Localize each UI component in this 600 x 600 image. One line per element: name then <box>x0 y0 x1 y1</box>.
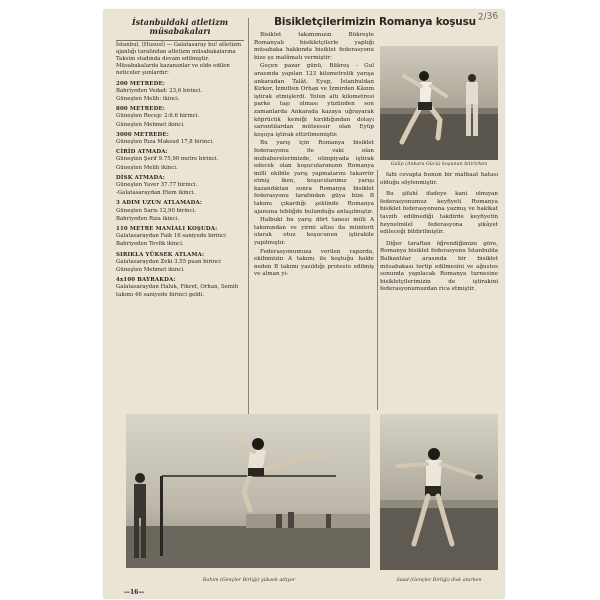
cycling-article-column-1 <box>254 32 374 280</box>
event-block <box>116 106 244 129</box>
column-rule <box>248 18 249 420</box>
event-block <box>116 149 244 172</box>
athletics-article <box>116 18 244 300</box>
event-result: Güneşten Mehmet ikinci. <box>116 267 185 274</box>
event-results-list <box>116 81 244 299</box>
event-block <box>116 200 244 223</box>
event-result: Galatasaraydan Zeki 3.55 puan birinci <box>116 258 221 265</box>
event-result: Güneşten Şerif 9.75,90 metre birinci. <box>116 156 219 163</box>
runner-photo <box>380 46 498 160</box>
event-result: Güneşten Melih ikinci. <box>116 164 178 171</box>
handwritten-note: 2/36 <box>477 11 499 23</box>
event-name: 800 METREDE: <box>116 106 165 113</box>
event-block <box>116 81 244 104</box>
event-result: Galatasaraydan Haluk, Fikret, Orhan, Semih takımı 46 saniyede birinci geldi. <box>116 284 239 298</box>
event-name: 200 METREDE: <box>116 80 165 87</box>
event-result: Güneşten Mehmet ikinci. <box>116 121 185 128</box>
article-paragraph: fahi cevapta bunun bir matbaat hatası olduğu söylenmiştir. <box>380 172 498 186</box>
event-name: 3 ADIM UZUN ATLAMADA: <box>116 200 203 207</box>
runner-illustration <box>380 46 498 160</box>
event-block <box>116 132 244 146</box>
event-name: 3000 METREDE: <box>116 131 169 138</box>
event-result: Bahriyeden Rıza ikinci. <box>116 215 180 222</box>
event-name: 110 METRE MANİALI KOŞUDA: <box>116 226 218 233</box>
high-jump-caption: Rahim (Gençler Birliği) yüksek atlıyor <box>202 578 296 583</box>
discus-photo <box>380 414 498 570</box>
page-number: —16— <box>124 589 145 596</box>
event-name: 4x100 BAYRAKDA: <box>116 277 176 284</box>
event-name: SIRIKLA YÜKSEK ATLAMA: <box>116 251 205 258</box>
event-result: Güneşten Melih: ikinci. <box>116 96 180 103</box>
event-name: DİSK ATMADA: <box>116 174 165 181</box>
article-paragraph: Bu şifahî ifadeye kani olmıyan federasyonumuz keyfiyeti Romanya bisiklet federasyonuna yazmış ve hakikat tavzih edilmediği takdirde keyfiyetin beynelmilel federasyona şikâyet edileceği bildirilmiştir. <box>380 191 498 236</box>
runner-photo-caption: Galip (Ankara Gücü) koşunun bitirirken <box>390 162 488 167</box>
event-block <box>116 226 244 249</box>
event-result: Bahriyeden Tevfik ikinci. <box>116 241 184 248</box>
article-paragraph: Bu yarış için Romanya bisiklet federasyonu ile vaki olan muhaberelerimizde, olimpiyada iştirak edecek olan koşucularımızın Romanya milli ekibile yarış yapmalarını takarrür etmiş iken, koşucularımız yarışı kazandıktan sonra Romanya bisiklet federasyonu tarafından güya bize B takımı çıkardığı şeklinde Romanya ajansına tebliğde bulunduğu anlaşılmıştır. <box>254 140 374 215</box>
discus-illustration <box>380 414 498 570</box>
event-result: Bahriyeden Vedad: 23,6 birinci. <box>116 87 203 94</box>
article-paragraph: Halbuki bu yarış dört tanesi milli A takımından ve yirmi altısı da münferit olarak otuz koşucunun iştirakile yapılmıştır. <box>254 217 374 247</box>
event-block <box>116 175 244 198</box>
event-result: Galatasaraydan Faik 16 saniyede birinci <box>116 233 226 240</box>
high-jump-illustration <box>126 414 370 568</box>
event-name: CİRİD ATMADA: <box>116 149 168 156</box>
title-divider <box>116 40 244 41</box>
event-block <box>116 252 244 275</box>
high-jump-photo <box>126 414 370 568</box>
athletics-article-title: İstanbuldaki atletizm müsabakaları <box>131 17 229 36</box>
cycling-article-title: Bisikletçilerimizin Romanya koşusu <box>274 16 476 28</box>
article-paragraph: Geçen pazar günü, Bükreş - Gul arasında yapılan 123 kilometrelik yarışa ankaradan Talât, Eyup, İstanbuldan Kirkor, İzmitten Orhan ve İzmirden Kâzım iştirak etmişlerdi. Yolun altı kilometresi parke taşı olması yüzünden son zamanlarda Ankarada kazaya uğrayarak köprücük kemiği kırıldığından dolayı sarsıntılardan müteessir olan Eyüp koşuya iştirak ettirilmemiştir. <box>254 63 374 138</box>
event-result: Güneşten Rıza Maksud 17,8 birinci. <box>116 139 214 146</box>
event-result: Güneşten Recep: 2:6.6 birinci. <box>116 113 200 120</box>
event-result: Güneşten Saris 12,90 birinci. <box>116 207 196 214</box>
event-result: -Galatasaraydan Etem ikinci. <box>116 190 196 197</box>
event-block <box>116 277 244 299</box>
article-paragraph: Federasyonumuza verilen raporda, ekibimizin A takımı ile koştuğu halde neden B takımı yazıldığı protesto edilmiş ve alman yi- <box>254 248 374 278</box>
event-result: Güneşten Yaver 37.77 birinci. <box>116 182 198 189</box>
magazine-page <box>104 10 504 598</box>
athletics-article-intro: İstanbul, (Hususî) — Galatasaray bu! atletizm ajanlığı tarafından atletizm müsabakalarına Taksim stadında devam edilmiştir. Müsabakalarda kazananlar ve elde edilen neticeler şunlardır: <box>116 41 242 77</box>
article-paragraph: Diğer taraftan öğrendiğimize göre, Romanya bisiklet federasyonu İstanbulda Balkanlılar arasında bir bisiklet müsabakası tertip edilmesini ve ağustos sonunda yapılacak Romanya turnesine bisikletçilerimizin de iştirakini federasyonumuzdan rica etmiştir. <box>380 240 498 293</box>
column-rule <box>377 170 378 410</box>
cycling-article-column-2 <box>380 172 498 298</box>
article-paragraph: Bisiklet takımımızın Bükreşte Romanyalı bisikletçilerle yaptığı müsabaka hakkında bisiklet federasyonu bize şu malûmatı vermiştir: <box>254 32 374 61</box>
discus-caption: Suad (Gençler Birliği) disk atarken <box>396 578 482 583</box>
